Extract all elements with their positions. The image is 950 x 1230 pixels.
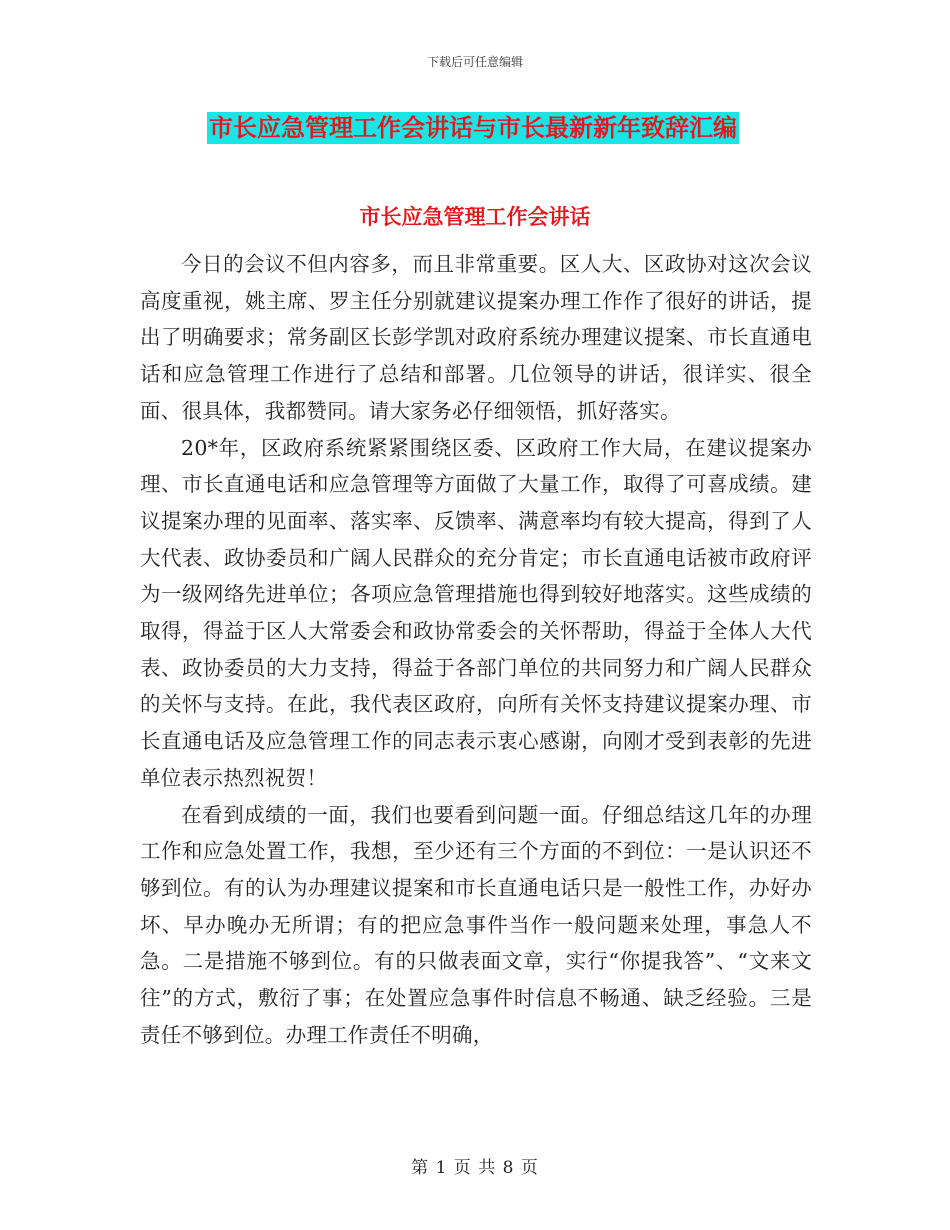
- document-title: 市长应急管理工作会讲话与市长最新新年致辞汇编: [209, 114, 737, 142]
- page-footer: 第 1 页 共 8 页: [411, 1158, 539, 1178]
- paragraph: 20*年，区政府系统紧紧围绕区委、区政府工作大局，在建议提案办理、市长直通电话和应急管理等方面做了大量工作，取得了可喜成绩。建议提案办理的见面率、落实率、反馈率、满意率均有较大提高，得到了人大代表、政协委员和广阔人民群众的充分肯定；市长直通电话被市政府评为一级网络先进单位；各项应急管理措施也得到较好地落实。这些成绩的取得，得益于区人大常委会和政协常委会的关怀帮助，得益于全体人大代表、政协委员的大力支持，得益于各部门单位的共同努力和广阔人民群众的关怀与支持。在此，我代表区政府，向所有关怀支持建议提案办理、市长直通电话及应急管理工作的同志表示衷心感谢，向刚才受到表彰的先进单位表示热烈祝贺！: [140, 435, 812, 790]
- paragraph: 今日的会议不但内容多，而且非常重要。区人大、区政协对这次会议高度重视，姚主席、罗主任分别就建议提案办理工作作了很好的讲话，提出了明确要求；常务副区长彭学凯对政府系统办理建议提案、市长直通电话和应急管理工作进行了总结和部署。几位领导的讲话，很详实、很全面、很具体，我都赞同。请大家务必仔细领悟，抓好落实。: [140, 252, 812, 423]
- header-note: 下载后可任意编辑: [426, 55, 523, 69]
- paragraph: 在看到成绩的一面，我们也要看到问题一面。仔细总结这几年的办理工作和应急处置工作，我想，至少还有三个方面的不到位：一是认识还不够到位。有的认为办理建议提案和市长直通电话只是一般性工作，办好办坏、早办晚办无所谓；有的把应急事件当作一般问题来处理，事急人不急。二是措施不够到位。有的只做表面文章，实行“你提我答”、“文来文往”的方式，敷衍了事；在处置应急事件时信息不畅通、缺乏经验。三是责任不够到位。办理工作责任不明确，: [140, 802, 812, 1047]
- section-title: 市长应急管理工作会讲话: [359, 205, 591, 229]
- body-text: [140, 246, 812, 1053]
